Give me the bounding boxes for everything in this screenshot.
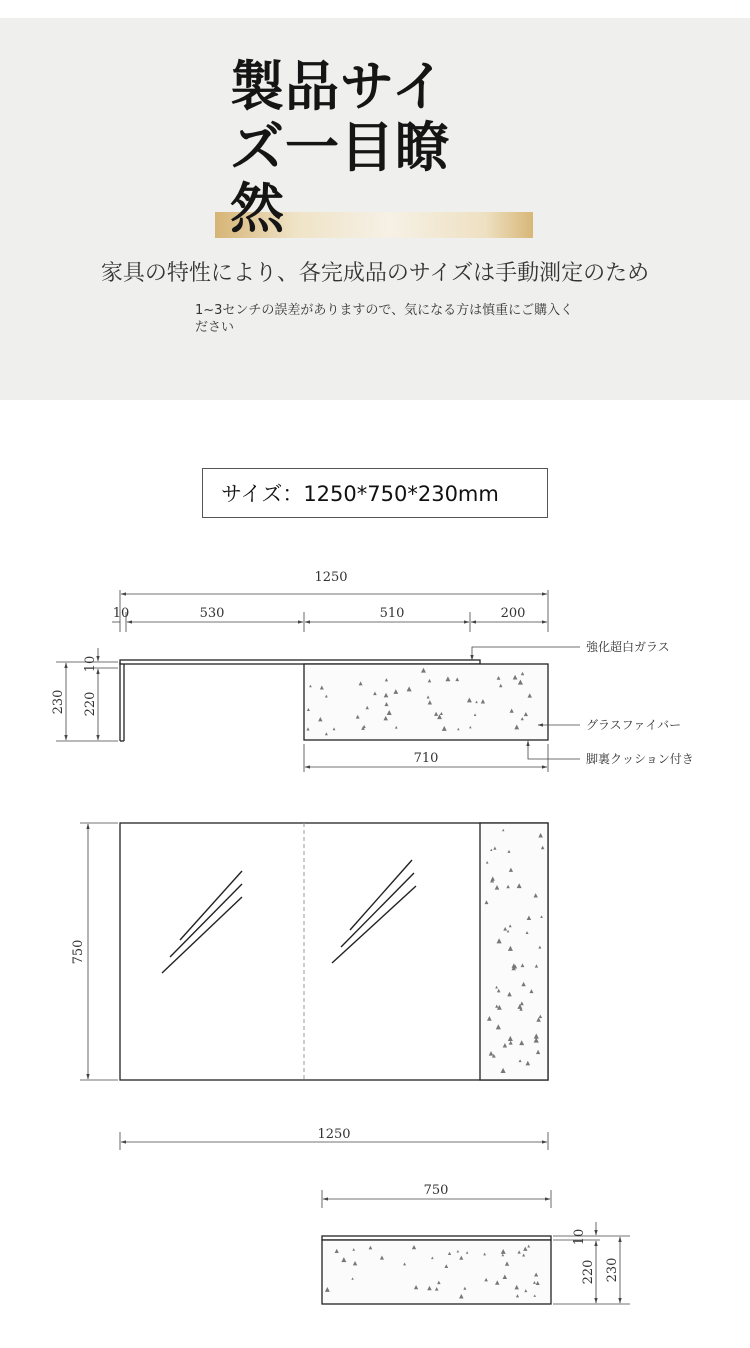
end-dim-body-height: 220 [581,1259,596,1285]
callout-cushion: 脚裏クッション付き [586,752,694,766]
callout-fiber: グラスファイバー [586,718,682,732]
dim-total-height: 230 [51,689,66,715]
dim-top-thickness: 10 [83,655,98,673]
dim-leg: 10 [112,606,130,621]
dim-span-3: 200 [500,606,526,621]
callout-glass: 強化超白ガラス [586,640,670,654]
dim-depth: 750 [71,939,86,965]
dim-total-width: 1250 [314,570,348,585]
top-view [71,823,548,1150]
subtitle: 家具の特性により、各完成品のサイズは手動測定のため [100,261,650,286]
end-dim-top-thickness: 10 [572,1228,587,1246]
end-dim-total-height: 230 [605,1257,620,1283]
dim-cabinet-width: 710 [413,751,439,766]
dim-width: 1250 [317,1127,351,1142]
dim-span-2: 510 [379,606,405,621]
side-view [51,570,694,772]
measurement-note: 1~3センチの誤差がありますので、気になる方は慎重にご購入ください [195,303,574,335]
end-dim-depth: 750 [423,1183,449,1198]
size-label: サイズ：1250*750*230mm [221,482,499,506]
page-title: 製品サイズ一目瞭然 [230,55,450,240]
end-view [322,1183,630,1304]
dim-span-1: 530 [199,606,225,621]
dim-body-height: 220 [83,691,98,717]
